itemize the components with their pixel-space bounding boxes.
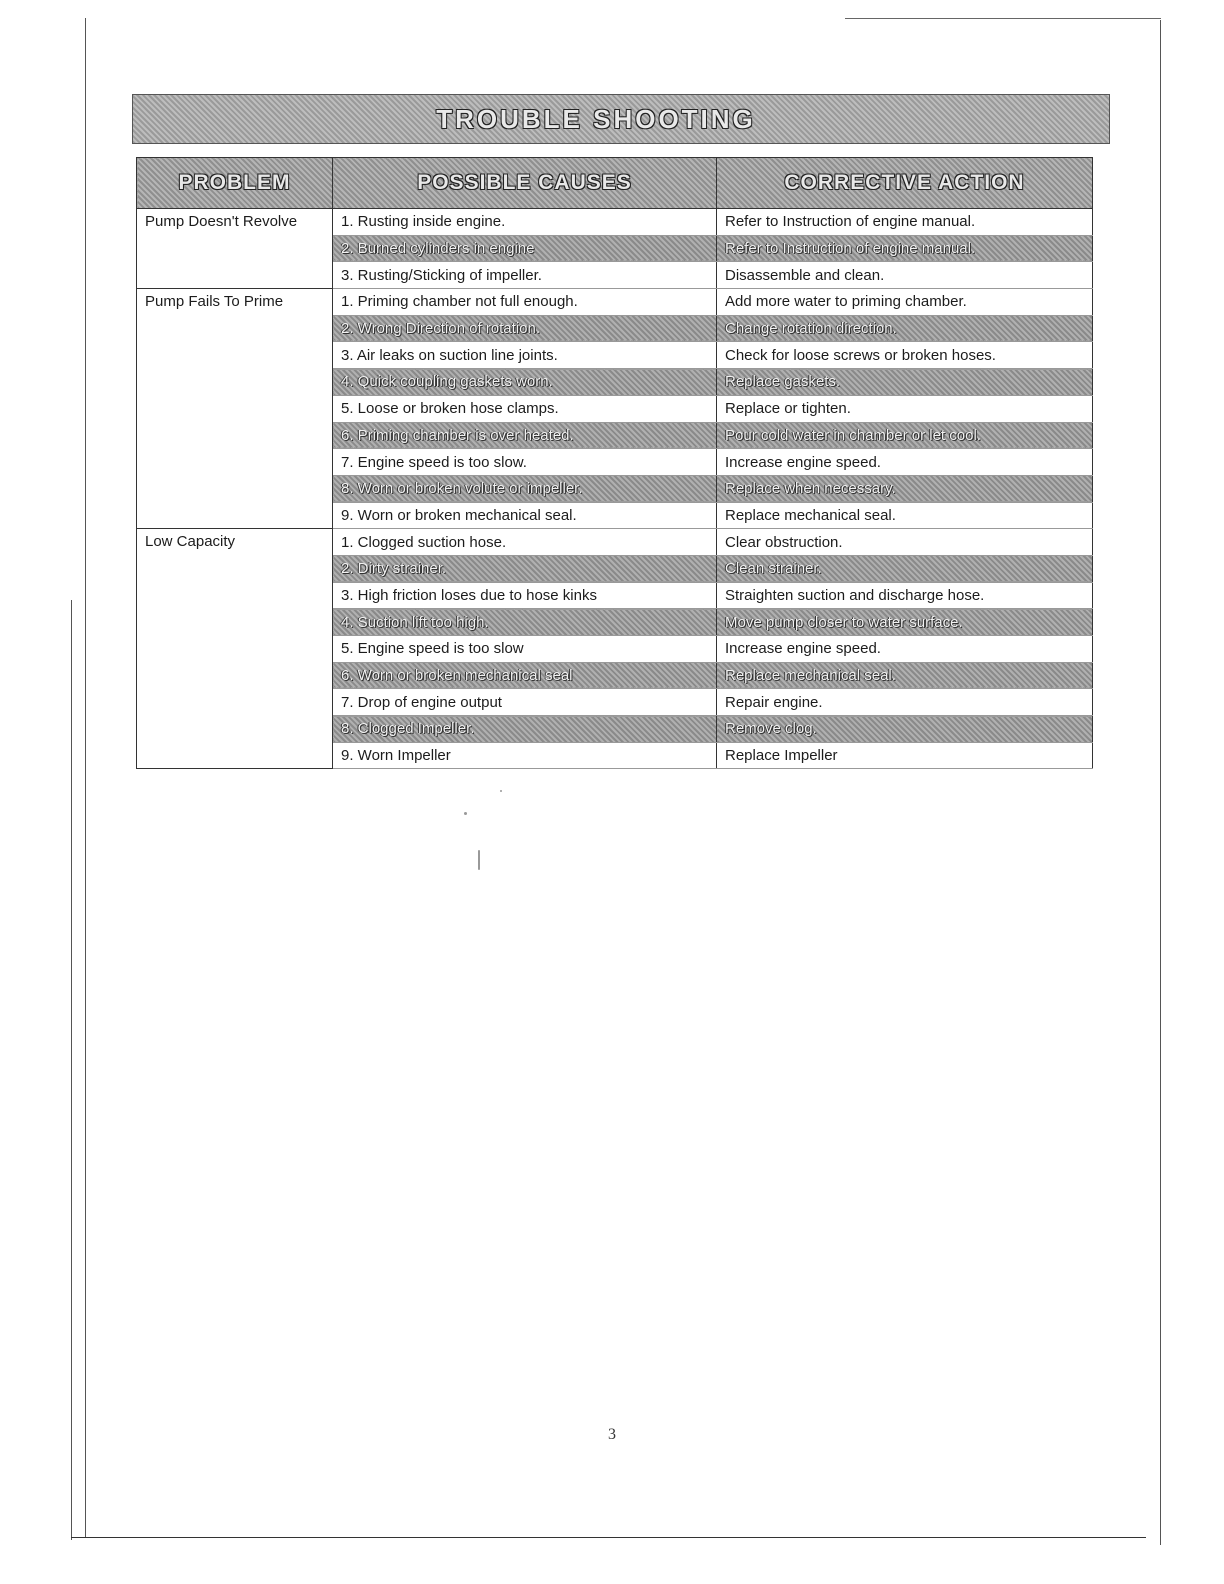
cause-cell: 3. Rusting/Sticking of impeller.	[333, 262, 717, 289]
cause-cell: 9. Worn Impeller	[333, 742, 717, 769]
table-header-row	[137, 158, 1093, 209]
scan-speck	[464, 812, 467, 815]
cause-cell: 1. Rusting inside engine.	[333, 209, 717, 236]
page-border-left-outer	[71, 600, 72, 1540]
page-border-right	[1160, 20, 1161, 1545]
table-row	[137, 289, 1093, 316]
header-possible-causes: POSSIBLE CAUSES	[333, 158, 717, 209]
cause-cell: 8. Worn or broken volute or impeller.	[333, 475, 717, 502]
page-number: 3	[608, 1426, 616, 1443]
table-row	[137, 529, 1093, 556]
page-border-left	[85, 18, 86, 1538]
action-cell: Replace mechanical seal.	[717, 662, 1093, 689]
action-cell: Straighten suction and discharge hose.	[717, 582, 1093, 609]
cause-cell: 1. Clogged suction hose.	[333, 529, 717, 556]
troubleshooting-table	[136, 157, 1093, 769]
page-title: TROUBLE SHOOTING	[436, 103, 756, 134]
title-banner	[132, 94, 1110, 144]
cause-cell: 2. Wrong Direction of rotation.	[333, 315, 717, 342]
action-cell: Clear obstruction.	[717, 529, 1093, 556]
cause-cell: 7. Engine speed is too slow.	[333, 449, 717, 476]
table-body	[137, 209, 1093, 769]
cause-cell: 3. High friction loses due to hose kinks	[333, 582, 717, 609]
action-cell: Replace gaskets.	[717, 369, 1093, 396]
cause-cell: 7. Drop of engine output	[333, 689, 717, 716]
cause-cell: 4. Suction lift too high.	[333, 609, 717, 636]
action-cell: Repair engine.	[717, 689, 1093, 716]
action-cell: Remove clog.	[717, 716, 1093, 743]
action-cell: Clean strainer.	[717, 555, 1093, 582]
action-cell: Move pump closer to water surface.	[717, 609, 1093, 636]
action-cell: Replace mechanical seal.	[717, 502, 1093, 529]
action-cell: Replace Impeller	[717, 742, 1093, 769]
action-cell: Replace when necessary.	[717, 475, 1093, 502]
header-corrective-action: CORRECTIVE ACTION	[717, 158, 1093, 209]
problem-cell: Pump Fails To Prime	[137, 289, 333, 529]
action-cell: Refer to Instruction of engine manual.	[717, 235, 1093, 262]
action-cell: Increase engine speed.	[717, 636, 1093, 663]
cause-cell: 2. Dirty strainer.	[333, 555, 717, 582]
scan-speck	[478, 850, 480, 870]
action-cell: Pour cold water in chamber or let cool.	[717, 422, 1093, 449]
cause-cell: 2. Burned cylinders in engine	[333, 235, 717, 262]
cause-cell: 6. Worn or broken mechanical seal	[333, 662, 717, 689]
action-cell: Add more water to priming chamber.	[717, 289, 1093, 316]
action-cell: Replace or tighten.	[717, 395, 1093, 422]
table-row	[137, 209, 1093, 236]
problem-cell: Low Capacity	[137, 529, 333, 769]
cause-cell: 5. Loose or broken hose clamps.	[333, 395, 717, 422]
cause-cell: 3. Air leaks on suction line joints.	[333, 342, 717, 369]
page-border-top	[845, 18, 1161, 19]
page-border-bottom	[71, 1537, 1146, 1538]
cause-cell: 5. Engine speed is too slow	[333, 636, 717, 663]
cause-cell: 4. Quick coupling gaskets worn.	[333, 369, 717, 396]
cause-cell: 8. Clogged Impeller.	[333, 716, 717, 743]
problem-cell: Pump Doesn't Revolve	[137, 209, 333, 289]
cause-cell: 1. Priming chamber not full enough.	[333, 289, 717, 316]
action-cell: Change rotation direction.	[717, 315, 1093, 342]
cause-cell: 9. Worn or broken mechanical seal.	[333, 502, 717, 529]
cause-cell: 6. Priming chamber is over heated.	[333, 422, 717, 449]
action-cell: Refer to Instruction of engine manual.	[717, 209, 1093, 236]
action-cell: Check for loose screws or broken hoses.	[717, 342, 1093, 369]
action-cell: Increase engine speed.	[717, 449, 1093, 476]
action-cell: Disassemble and clean.	[717, 262, 1093, 289]
scan-speck	[500, 790, 502, 792]
header-problem: PROBLEM	[137, 158, 333, 209]
